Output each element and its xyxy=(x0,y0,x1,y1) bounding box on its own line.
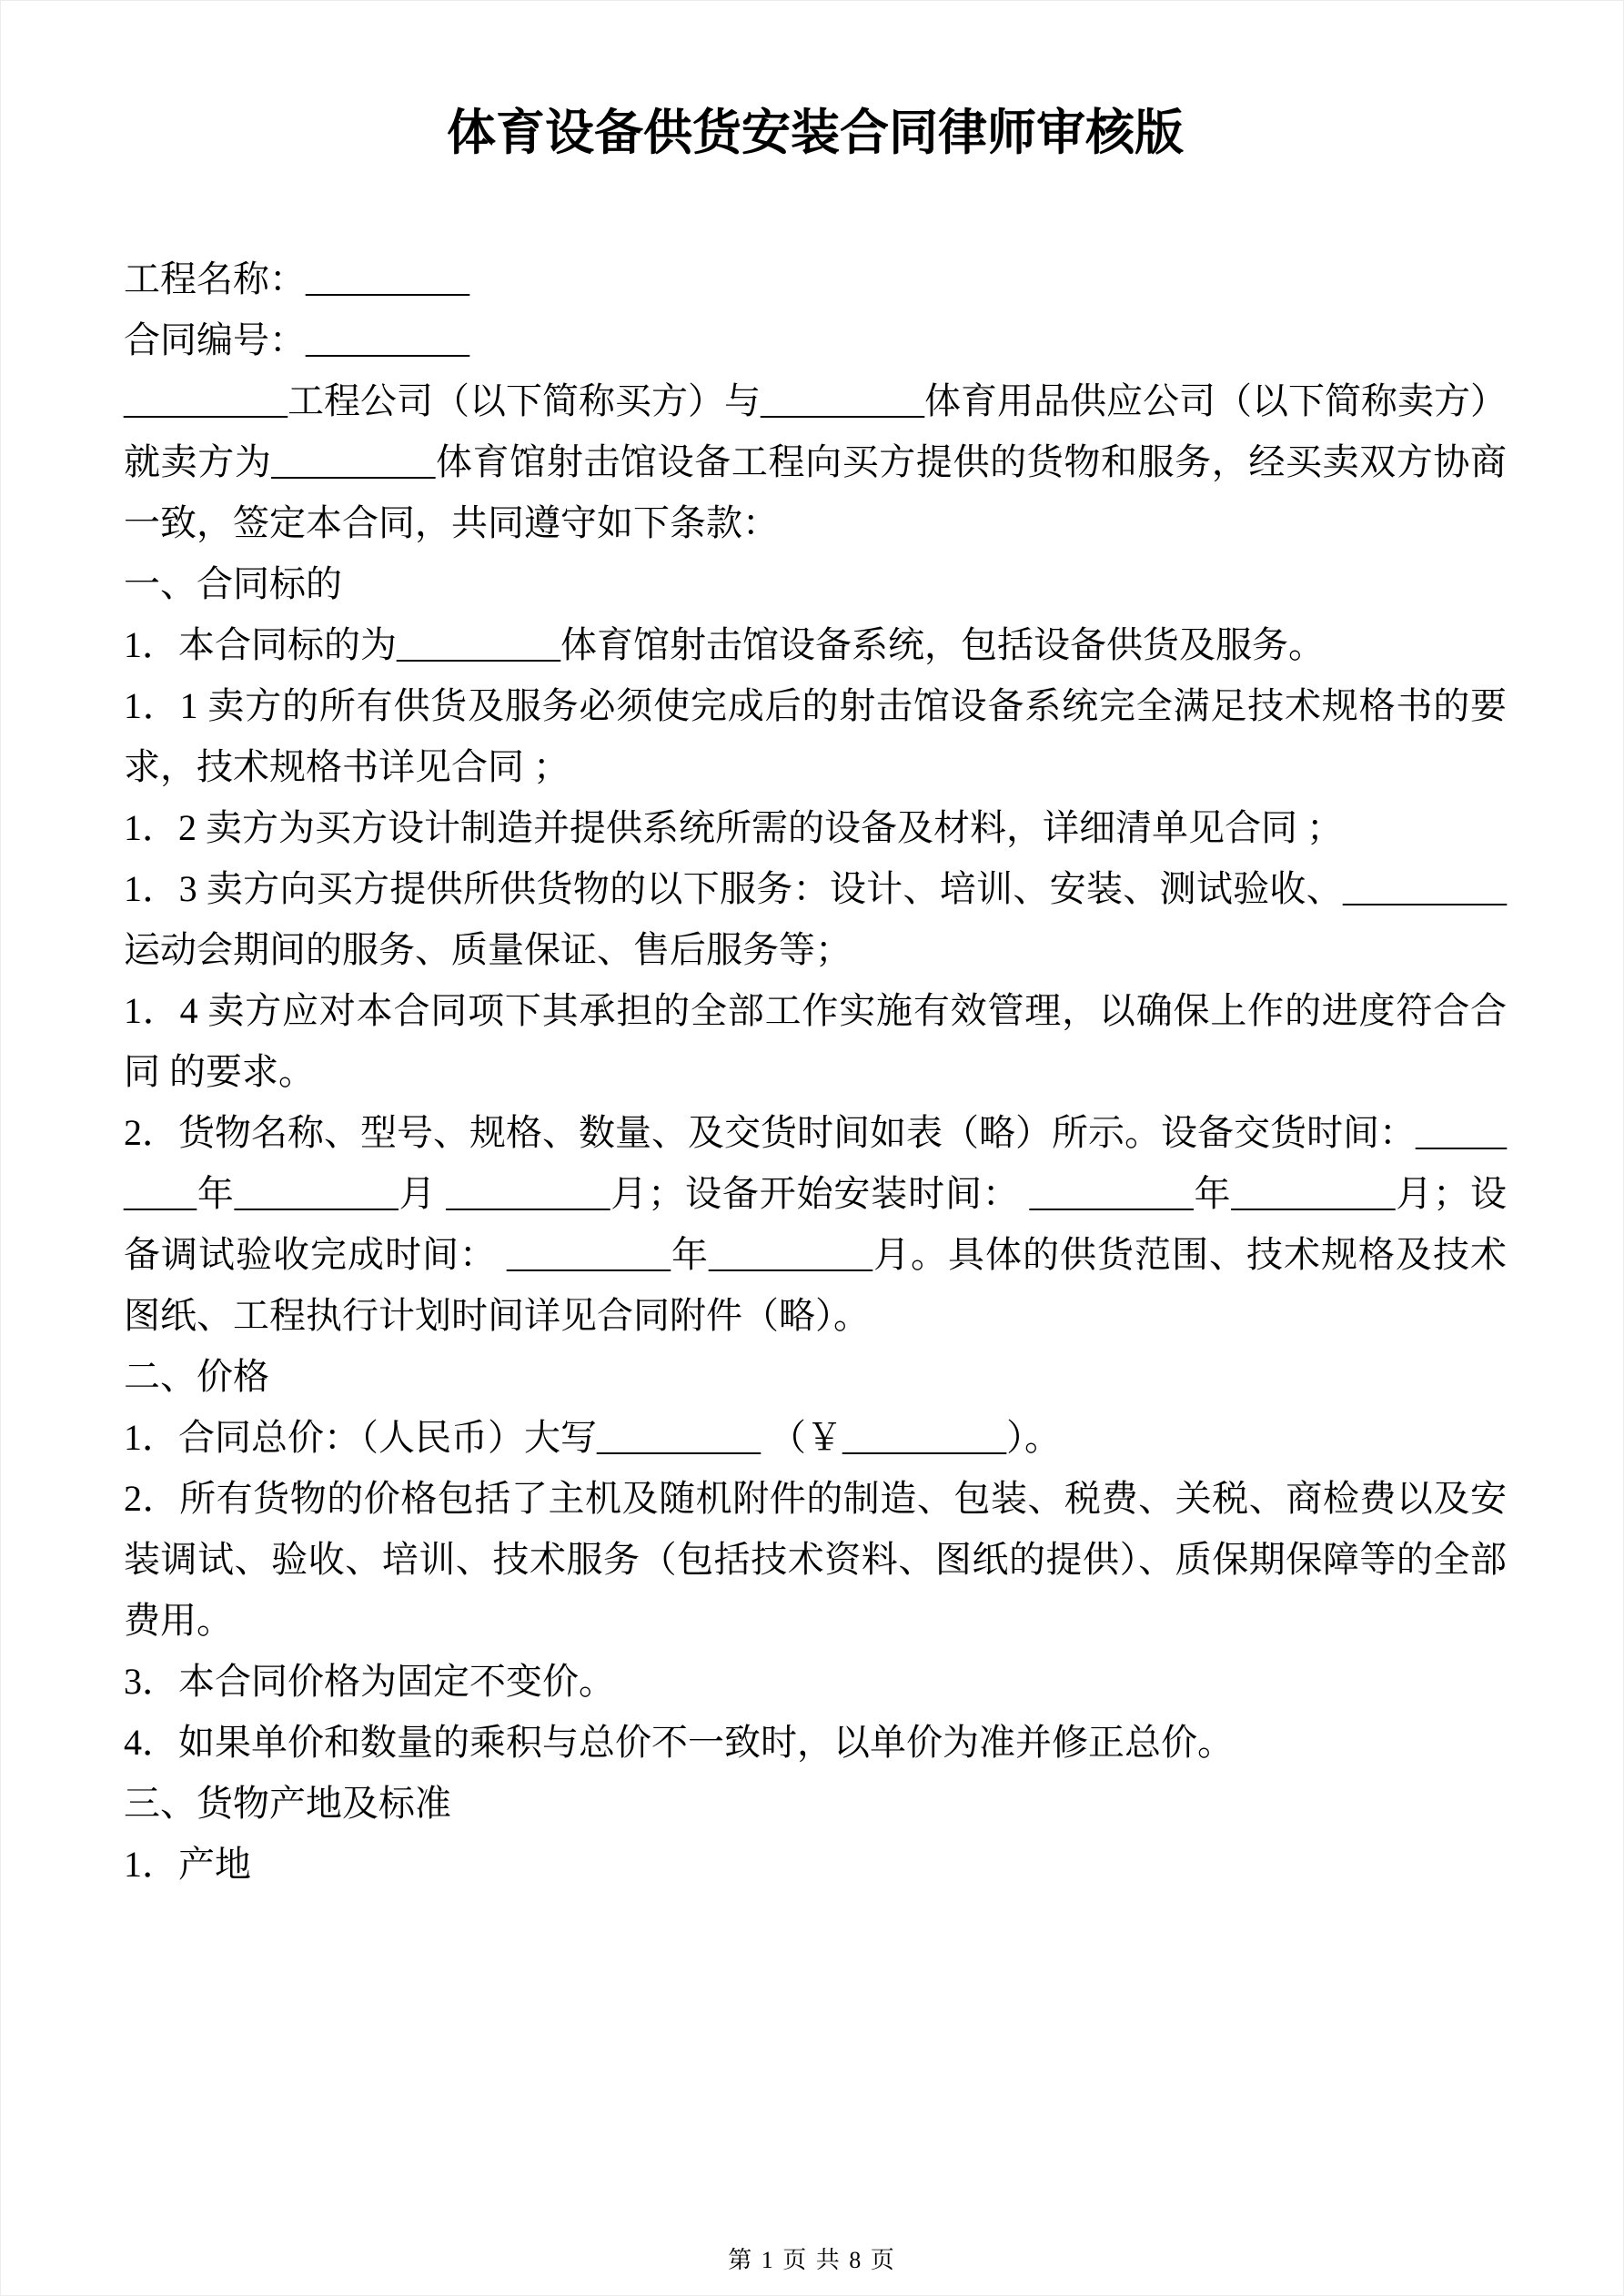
section-heading-1: 一、合同标的 xyxy=(124,563,342,605)
paragraph-price-2: 2．所有货物的价格包括了主机及随机附件的制造、包装、税费、关税、商检费以及安装调试、验收、培训、技术服务（包括技术资料、图纸的提供）、质保期保障等的全部费用。 xyxy=(124,1478,1507,1642)
paragraph-price-1: 1．合同总价：（人民币）大写_________ （￥_________）。 xyxy=(124,1417,1061,1459)
section-heading-3: 三、货物产地及标准 xyxy=(124,1783,451,1825)
paragraph-1-2: 1．2 卖方为买方设计制造并提供系统所需的设备及材料，详细清单见合同 ； xyxy=(124,807,1343,849)
paragraph-origin: 1．产地 xyxy=(124,1844,251,1886)
paragraph-2-delivery: 2．货物名称、型号、规格、数量、及交货时间如表（略）所示。设备交货时间：_________年_________月 _________月；设备开始安装时间： _________年_________月；设备调试验收完成时间： _________年_________月。具体的供货范围、技术规格及技术图纸、工程执行计划时间详见合同附件（略）。 xyxy=(124,1112,1507,1337)
paragraph-1-1: 1．1 卖方的所有供货及服务必须使完成后的射击馆设备系统完全满足技术规格书的要求，技术规格书详见合同 ； xyxy=(124,685,1507,788)
paragraph-1-3: 1．3 卖方向买方提供所供货物的以下服务：设计、培训、安装、测试验收、_________运动会期间的服务、质量保证、售后服务等； xyxy=(124,868,1507,971)
paragraph-price-3: 3．本合同价格为固定不变价。 xyxy=(124,1661,615,1703)
page-footer: 第 1 页 共 8 页 xyxy=(728,2247,896,2273)
paragraph-price-4: 4．如果单价和数量的乘积与总价不一致时，以单价为准并修正总价。 xyxy=(124,1722,1234,1764)
paragraph-project-name: 工程名称：_________ xyxy=(124,258,469,300)
document-body xyxy=(124,248,1507,1895)
paragraph-parties: _________工程公司（以下简称买方）与_________体育用品供应公司（以下简称卖方）就卖方为_________体育馆射击馆设备工程向买方提供的货物和服务，经买卖双方协商一致，签定本合同，共同遵守如下条款： xyxy=(124,380,1507,544)
document-title: 体育设备供货安装合同律师审核版 xyxy=(447,106,1184,160)
paragraph-1-4: 1．4 卖方应对本合同项下其承担的全部工作实施有效管理，以确保上作的进度符合合同 的要求。 xyxy=(124,990,1507,1093)
section-heading-2: 二、价格 xyxy=(124,1356,269,1398)
paragraph-1: 1．本合同标的为_________体育馆射击馆设备系统，包括设备供货及服务。 xyxy=(124,624,1325,666)
paragraph-contract-no: 合同编号：_________ xyxy=(124,319,469,361)
